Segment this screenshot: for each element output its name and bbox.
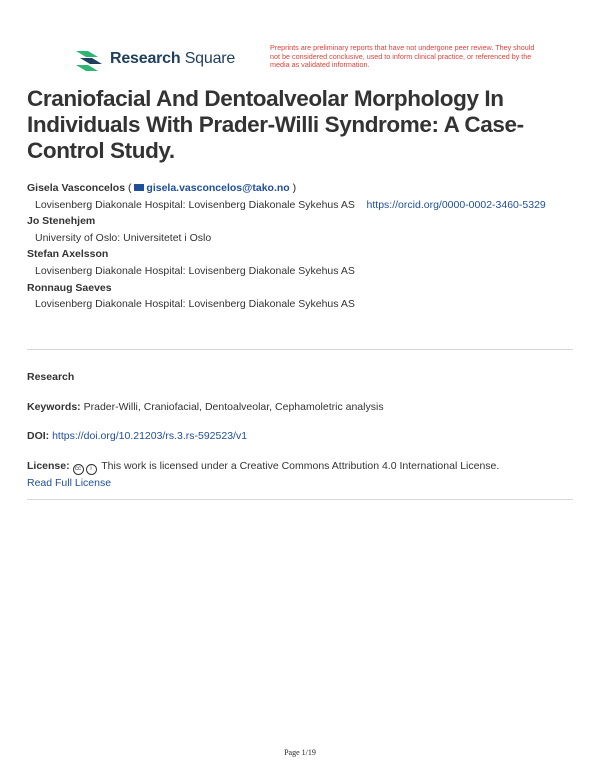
- preprint-disclaimer: Preprints are preliminary reports that have not undergone peer review. They should not be considered conclusive, used to inform clinical practice, or referenced by the media as validated information.: [270, 43, 535, 70]
- author-affiliation: Lovisenberg Diakonale Hospital: Lovisenberg Diakonale Sykehus AS: [35, 264, 355, 277]
- paper-title: Craniofacial And Dentoalveolar Morphology In Individuals With Prader-Willi Syndrome: A Case-Control Study.: [27, 86, 524, 163]
- license-row: [27, 458, 577, 491]
- article-type: [27, 369, 577, 385]
- read-full-license-link[interactable]: Read Full License: [27, 477, 112, 489]
- keywords-row: [27, 399, 577, 415]
- doi-label: DOI:: [27, 430, 50, 442]
- author-entry: [27, 280, 577, 313]
- license-text: This work is licensed under a Creative Commons Attribution 4.0 International License.: [101, 460, 500, 472]
- author-name: Gisela Vasconcelos: [27, 182, 126, 194]
- author-affiliation: Lovisenberg Diakonale Hospital: Lovisenberg Diakonale Sykehus AS: [35, 298, 355, 311]
- research-square-logo[interactable]: [74, 46, 235, 72]
- email-wrapper: (: [127, 182, 135, 194]
- research-square-logo-icon: [74, 47, 104, 71]
- author-name: Jo Stenehjem: [27, 215, 96, 228]
- cc-icon: cc: [73, 464, 84, 475]
- license-label: License:: [27, 460, 70, 472]
- logo-text-research: Research: [110, 50, 181, 67]
- author-affiliation: University of Oslo: Universitetet i Oslo: [35, 231, 212, 244]
- author-list: [27, 180, 577, 313]
- doi-row: [27, 428, 577, 444]
- article-type-label: Research: [27, 371, 75, 383]
- author-entry: [27, 180, 577, 213]
- logo-wordmark: [110, 50, 235, 68]
- divider: [27, 349, 573, 350]
- cc-by-icon: i: [86, 464, 97, 475]
- divider: [27, 499, 573, 500]
- affiliation-text: Lovisenberg Diakonale Hospital: Lovisenberg Diakonale Sykehus AS: [35, 198, 355, 211]
- keywords-value: Prader-Willi, Craniofacial, Dentoalveolar, Cephamoletric analysis: [83, 401, 384, 413]
- page-number: Page 1/19: [284, 748, 316, 757]
- orcid-link[interactable]: https://orcid.org/0000-0002-3460-5329: [366, 198, 546, 211]
- author-name: Stefan Axelsson: [27, 248, 109, 261]
- logo-text-square: Square: [184, 50, 236, 67]
- author-entry: [27, 213, 577, 246]
- envelope-icon: [134, 184, 144, 191]
- author-affiliation: [27, 197, 577, 214]
- doi-link[interactable]: https://doi.org/10.21203/rs.3.rs-592523/v1: [52, 430, 248, 442]
- author-email-link[interactable]: gisela.vasconcelos@tako.no: [146, 182, 290, 194]
- author-entry: [27, 246, 577, 279]
- email-wrapper-close: ): [289, 182, 297, 194]
- keywords-label: Keywords:: [27, 401, 81, 413]
- author-name: Ronnaug Saeves: [27, 281, 112, 294]
